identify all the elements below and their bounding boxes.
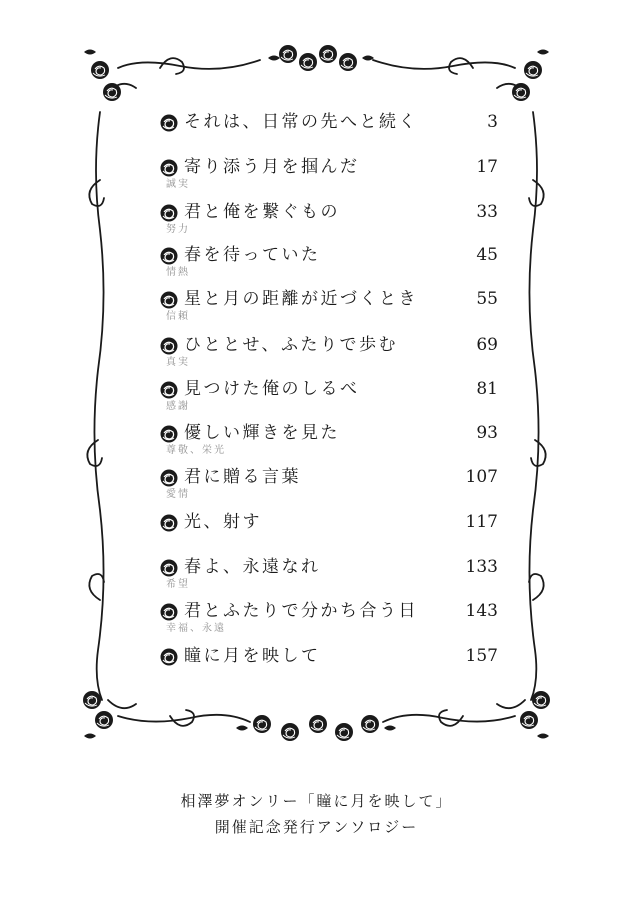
toc-entry-page: 3 [487,112,498,132]
toc-entry-page: 33 [476,202,498,222]
footer-subtitle: 開催記念発行アンソロジー [214,818,419,836]
toc-entry-keyword: 愛情 [166,489,190,500]
toc-entry [160,644,498,684]
rose-icon [160,114,178,132]
toc-entry [160,110,498,150]
footer-title: 相澤夢オンリー「瞳に月を映して」 [180,792,453,810]
toc-entry-page: 117 [465,512,498,532]
toc-entry-page: 17 [476,157,498,177]
rose-icon [160,381,178,399]
toc-entry-page: 107 [465,467,498,487]
toc-entry-title: 星と月の距離が近づくとき [184,289,418,309]
toc-entry-keyword: 情熱 [166,267,190,278]
toc-entry [160,287,498,327]
toc-entry-title: 寄り添う月を掴んだ [184,157,360,177]
rose-icon [160,337,178,355]
toc-entry [160,599,498,639]
toc-entry-title: 優しい輝きを見た [184,423,340,443]
toc-entry-page: 55 [476,289,498,309]
toc-entry-page: 81 [476,379,498,399]
toc-entry-title: 光、射す [184,512,262,532]
rose-icon [160,159,178,177]
toc-entry-title: 君に贈る言葉 [184,467,301,487]
toc-entry-title: 春よ、永遠なれ [184,557,321,577]
toc-entry [160,465,498,505]
toc-entry-page: 93 [476,423,498,443]
rose-icon [160,247,178,265]
toc-entry [160,333,498,373]
toc-entry-keyword: 希望 [166,579,190,590]
toc-entry-keyword: 尊敬、栄光 [166,445,226,456]
rose-icon [160,469,178,487]
rose-icon [160,204,178,222]
toc-entry-title: 君と俺を繋ぐもの [184,202,340,222]
rose-icon [160,559,178,577]
toc-entry-title: それは、日常の先へと続く [184,112,418,132]
toc-entry-title: 見つけた俺のしるべ [184,379,360,399]
toc-entry [160,377,498,417]
toc-entry [160,421,498,461]
toc-entry-title: ひととせ、ふたりで歩む [184,335,398,355]
rose-icon [160,425,178,443]
toc-entry-page: 133 [465,557,498,577]
toc-entry-keyword: 真実 [166,357,190,368]
toc-entry-keyword: 幸福、永遠 [166,623,226,634]
toc-entry-page: 69 [476,335,498,355]
toc-entry-title: 春を待っていた [184,245,321,265]
toc-entry-keyword: 信頼 [166,311,190,322]
rose-icon [160,648,178,666]
toc-entry [160,200,498,240]
rose-icon [160,291,178,309]
toc-entry-page: 45 [476,245,498,265]
toc-entry [160,155,498,195]
toc-entry [160,510,498,550]
toc-entry [160,243,498,283]
toc-entry [160,555,498,595]
toc-entry-page: 157 [465,646,498,666]
toc-entry-page: 143 [465,601,498,621]
rose-icon [160,514,178,532]
toc-entry-title: 君とふたりで分かち合う日 [184,601,418,621]
toc-entry-keyword: 誠実 [166,179,190,190]
toc-entry-title: 瞳に月を映して [184,646,321,666]
toc-entry-keyword: 努力 [166,224,190,235]
rose-icon [160,603,178,621]
toc-entry-keyword: 感謝 [166,401,190,412]
